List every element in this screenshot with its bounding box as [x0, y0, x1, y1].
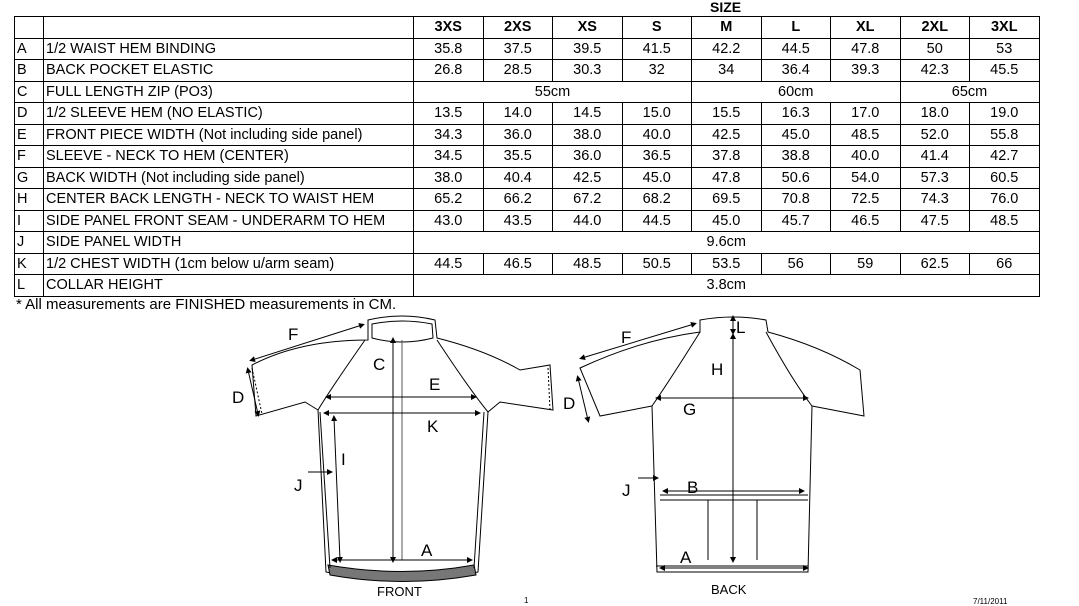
measurement-cell: 76.0 [970, 189, 1040, 211]
front-label-c: C [373, 355, 386, 374]
measurement-cell: 44.5 [622, 210, 692, 232]
table-row [15, 124, 1040, 146]
row-label: SIDE PANEL WIDTH [44, 232, 414, 254]
measurement-cell: 47.8 [692, 167, 762, 189]
measurement-cell: 42.5 [692, 124, 762, 146]
row-code: A [15, 38, 44, 60]
table-row [15, 60, 1040, 82]
measurement-cell: 44.0 [553, 210, 623, 232]
measurement-cell: 66 [970, 253, 1040, 275]
size-column-header: 3XL [970, 17, 1040, 39]
size-column-header: 2XS [483, 17, 553, 39]
measurement-cell: 26.8 [414, 60, 484, 82]
measurement-cell: 19.0 [970, 103, 1040, 125]
back-measure-lines [578, 318, 806, 568]
row-code: C [15, 81, 44, 103]
measurement-cell: 48.5 [831, 124, 901, 146]
header-code-cell [15, 17, 44, 39]
measurement-cell: 65.2 [414, 189, 484, 211]
measurement-cell: 50.5 [622, 253, 692, 275]
measurement-cell: 40.0 [622, 124, 692, 146]
measurement-cell: 52.0 [900, 124, 970, 146]
measurement-cell: 37.5 [483, 38, 553, 60]
measurement-cell: 60.5 [970, 167, 1040, 189]
row-code: L [15, 275, 44, 297]
size-column-header: S [622, 17, 692, 39]
footer-page-number: 1 [524, 596, 529, 605]
measurement-cell: 53 [970, 38, 1040, 60]
measurement-cell: 67.2 [553, 189, 623, 211]
size-column-header: 3XS [414, 17, 484, 39]
row-label: 1/2 WAIST HEM BINDING [44, 38, 414, 60]
measurement-cell: 45.0 [622, 167, 692, 189]
table-row [15, 38, 1040, 60]
measurement-cell: 38.8 [761, 146, 831, 168]
row-label: SIDE PANEL FRONT SEAM - UNDERARM TO HEM [44, 210, 414, 232]
back-title: BACK [711, 582, 747, 597]
size-title: SIZE [710, 0, 742, 15]
measurement-cell: 14.0 [483, 103, 553, 125]
table-row [15, 103, 1040, 125]
back-label-j: J [622, 481, 631, 500]
measurement-cell: 36.0 [553, 146, 623, 168]
back-label-l: L [736, 318, 746, 337]
front-label-i: I [341, 450, 346, 469]
row-code: I [15, 210, 44, 232]
measurement-cell: 34.5 [414, 146, 484, 168]
measurement-cell: 37.8 [692, 146, 762, 168]
row-label: 1/2 SLEEVE HEM (NO ELASTIC) [44, 103, 414, 125]
front-title: FRONT [377, 584, 422, 599]
row-label: BACK WIDTH (Not including side panel) [44, 167, 414, 189]
back-label-f: F [621, 328, 632, 347]
front-label-a: A [421, 541, 433, 560]
front-measure-lines [248, 325, 478, 560]
measurement-cell: 66.2 [483, 189, 553, 211]
size-column-header: XS [553, 17, 623, 39]
measurement-cell: 47.8 [831, 38, 901, 60]
row-code: K [15, 253, 44, 275]
table-row [15, 232, 1040, 254]
jersey-diagrams [0, 310, 1079, 605]
measurement-cell: 35.8 [414, 38, 484, 60]
measurement-cell: 45.5 [970, 60, 1040, 82]
back-jersey [580, 317, 864, 572]
measurement-group-cell: 60cm [692, 81, 901, 103]
back-label-b: B [687, 478, 699, 497]
measurement-cell: 17.0 [831, 103, 901, 125]
measurement-cell: 38.0 [414, 167, 484, 189]
row-label: FULL LENGTH ZIP (PO3) [44, 81, 414, 103]
measurement-cell: 41.4 [900, 146, 970, 168]
back-label-h: H [711, 360, 724, 379]
measurement-cell: 38.0 [553, 124, 623, 146]
measurement-group-cell: 55cm [414, 81, 692, 103]
measurement-cell: 16.3 [761, 103, 831, 125]
measurement-cell: 68.2 [622, 189, 692, 211]
measurement-cell: 42.2 [692, 38, 762, 60]
table-row [15, 253, 1040, 275]
measurement-cell: 40.0 [831, 146, 901, 168]
row-label: COLLAR HEIGHT [44, 275, 414, 297]
front-jersey [252, 316, 553, 582]
measurement-cell: 44.5 [761, 38, 831, 60]
measurement-cell: 39.3 [831, 60, 901, 82]
row-code: F [15, 146, 44, 168]
measurement-cell: 74.3 [900, 189, 970, 211]
row-label: FRONT PIECE WIDTH (Not including side panel) [44, 124, 414, 146]
measurement-cell: 53.5 [692, 253, 762, 275]
front-labels [232, 325, 440, 560]
measurement-cell: 45.0 [761, 124, 831, 146]
measurement-cell: 15.0 [622, 103, 692, 125]
measurement-cell: 36.0 [483, 124, 553, 146]
row-code: E [15, 124, 44, 146]
measurement-cell: 42.3 [900, 60, 970, 82]
table-row [15, 210, 1040, 232]
front-label-k: K [427, 417, 439, 436]
measurement-cell: 13.5 [414, 103, 484, 125]
measurement-cell: 42.7 [970, 146, 1040, 168]
row-code: H [15, 189, 44, 211]
size-chart-table [14, 16, 1040, 297]
measurement-cell: 45.0 [692, 210, 762, 232]
table-row [15, 81, 1040, 103]
measurement-cell: 46.5 [483, 253, 553, 275]
table-row [15, 167, 1040, 189]
measurement-cell: 50.6 [761, 167, 831, 189]
row-code: J [15, 232, 44, 254]
back-label-g: G [683, 400, 697, 419]
header-label-cell [44, 17, 414, 39]
row-code: D [15, 103, 44, 125]
measurement-cell: 59 [831, 253, 901, 275]
measurement-cell: 30.3 [553, 60, 623, 82]
measurement-cell: 57.3 [900, 167, 970, 189]
back-label-a: A [680, 548, 692, 567]
measurement-cell: 42.5 [553, 167, 623, 189]
row-code: G [15, 167, 44, 189]
measurement-cell: 34 [692, 60, 762, 82]
front-label-j: J [294, 476, 303, 495]
measurement-cell: 43.5 [483, 210, 553, 232]
measurement-note: * All measurements are FINISHED measurements in CM. [16, 296, 397, 313]
measurement-cell: 32 [622, 60, 692, 82]
table-row [15, 275, 1040, 297]
measurement-cell: 14.5 [553, 103, 623, 125]
measurement-cell: 54.0 [831, 167, 901, 189]
row-code: B [15, 60, 44, 82]
measurement-cell: 15.5 [692, 103, 762, 125]
front-label-f: F [288, 325, 299, 344]
row-label: SLEEVE - NECK TO HEM (CENTER) [44, 146, 414, 168]
size-column-header: XL [831, 17, 901, 39]
measurement-group-cell: 9.6cm [414, 232, 1040, 254]
size-column-header: M [692, 17, 762, 39]
row-label: BACK POCKET ELASTIC [44, 60, 414, 82]
measurement-cell: 56 [761, 253, 831, 275]
measurement-cell: 36.5 [622, 146, 692, 168]
table-header-row [15, 17, 1040, 39]
front-label-e: E [429, 375, 441, 394]
table-row [15, 189, 1040, 211]
measurement-cell: 36.4 [761, 60, 831, 82]
measurement-cell: 45.7 [761, 210, 831, 232]
measurement-cell: 70.8 [761, 189, 831, 211]
measurement-cell: 18.0 [900, 103, 970, 125]
measurement-cell: 44.5 [414, 253, 484, 275]
measurement-cell: 48.5 [553, 253, 623, 275]
row-label: 1/2 CHEST WIDTH (1cm below u/arm seam) [44, 253, 414, 275]
measurement-cell: 28.5 [483, 60, 553, 82]
measurement-cell: 48.5 [970, 210, 1040, 232]
measurement-cell: 72.5 [831, 189, 901, 211]
size-column-header: 2XL [900, 17, 970, 39]
measurement-cell: 41.5 [622, 38, 692, 60]
measurement-group-cell: 65cm [900, 81, 1039, 103]
measurement-cell: 46.5 [831, 210, 901, 232]
measurement-cell: 43.0 [414, 210, 484, 232]
measurement-group-cell: 3.8cm [414, 275, 1040, 297]
table-row [15, 146, 1040, 168]
footer-date: 7/11/2011 [973, 597, 1008, 606]
measurement-cell: 50 [900, 38, 970, 60]
back-label-d: D [563, 394, 576, 413]
measurement-cell: 34.3 [414, 124, 484, 146]
measurement-cell: 62.5 [900, 253, 970, 275]
measurement-cell: 55.8 [970, 124, 1040, 146]
measurement-cell: 35.5 [483, 146, 553, 168]
front-label-d: D [232, 388, 245, 407]
row-label: CENTER BACK LENGTH - NECK TO WAIST HEM [44, 189, 414, 211]
measurement-cell: 47.5 [900, 210, 970, 232]
size-column-header: L [761, 17, 831, 39]
measurement-cell: 69.5 [692, 189, 762, 211]
measurement-cell: 40.4 [483, 167, 553, 189]
measurement-cell: 39.5 [553, 38, 623, 60]
